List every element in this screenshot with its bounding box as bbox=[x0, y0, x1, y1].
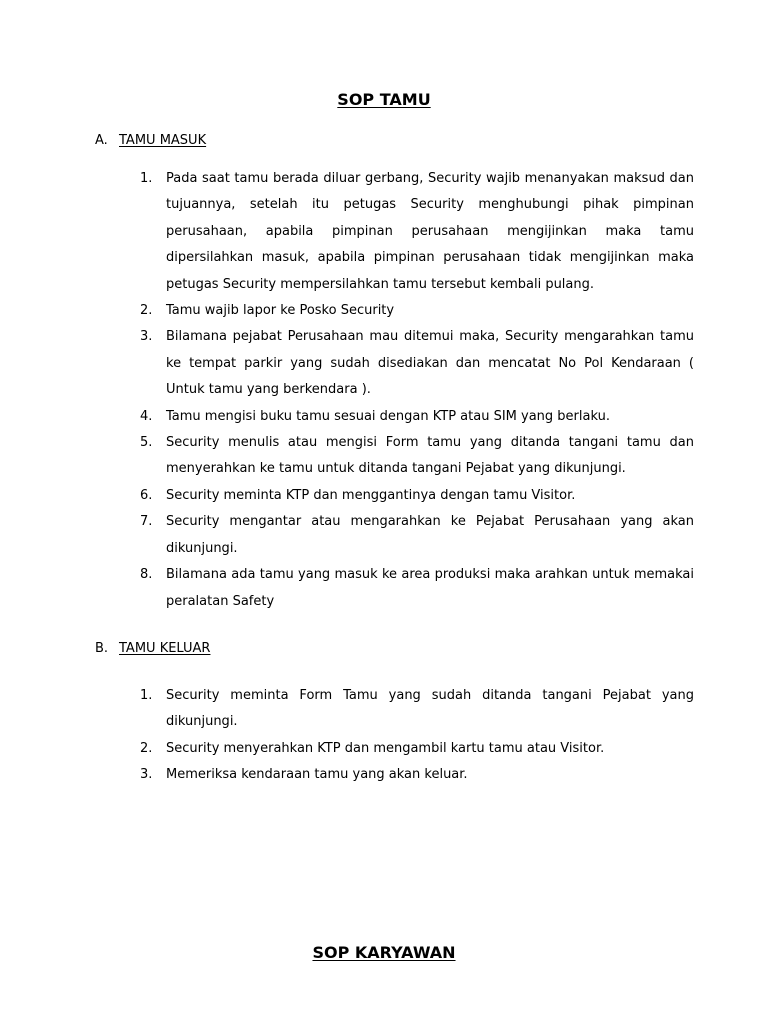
list-item bbox=[140, 404, 694, 430]
section-b-heading bbox=[95, 641, 210, 656]
list-item bbox=[140, 298, 694, 324]
item-number: 7. bbox=[140, 514, 153, 530]
item-text: Security meminta KTP dan menggantinya dengan tamu Visitor. bbox=[166, 487, 576, 503]
list-item bbox=[140, 562, 694, 615]
item-number: 5. bbox=[140, 435, 153, 451]
item-text: Security mengantar atau mengarahkan ke Pejabat Perusahaan yang akan dikunjungi. bbox=[166, 514, 694, 556]
item-number: 8. bbox=[140, 567, 153, 583]
item-number: 2. bbox=[140, 740, 153, 756]
section-a-list bbox=[140, 166, 694, 615]
list-item bbox=[140, 324, 694, 403]
item-number: 1. bbox=[140, 171, 153, 186]
list-item bbox=[140, 166, 694, 298]
section-a-letter: A. bbox=[95, 133, 108, 148]
section-b-letter: B. bbox=[95, 641, 109, 656]
next-page-title: SOP KARYAWAN bbox=[312, 943, 456, 962]
item-text: Pada saat tamu berada diluar gerbang, Security wajib menanyakan maksud dan tujuannya, setelah itu petugas Security menghubungi pihak pimpinan perusahaan, apabila pimpinan perusahaan mengijinkan maka tamu dipersilahkan masuk, apabila pimpinan perusahaan tidak mengijinkan maka petugas Security mempersilahkan tamu tersebut kembali pulang. bbox=[166, 171, 694, 292]
section-b-list bbox=[140, 683, 694, 789]
item-number: 1. bbox=[140, 688, 153, 703]
item-number: 3. bbox=[140, 329, 153, 345]
item-text: Bilamana ada tamu yang masuk ke area produksi maka arahkan untuk memakai peralatan Safety bbox=[166, 567, 694, 609]
item-number: 6. bbox=[140, 487, 153, 503]
section-a-heading bbox=[95, 133, 206, 148]
list-item bbox=[140, 683, 694, 736]
list-item bbox=[140, 483, 694, 509]
list-item bbox=[140, 736, 694, 762]
item-number: 4. bbox=[140, 408, 153, 424]
list-item bbox=[140, 509, 694, 562]
section-a-title: TAMU MASUK bbox=[119, 133, 207, 148]
item-text: Security meminta Form Tamu yang sudah ditanda tangani Pejabat yang dikunjungi. bbox=[166, 688, 694, 730]
list-item bbox=[140, 430, 694, 483]
item-number: 2. bbox=[140, 303, 153, 319]
list-item bbox=[140, 762, 694, 788]
section-b-title: TAMU KELUAR bbox=[119, 641, 211, 656]
item-text: Tamu mengisi buku tamu sesuai dengan KTP atau SIM yang berlaku. bbox=[166, 408, 610, 424]
page-title: SOP TAMU bbox=[337, 90, 431, 109]
item-text: Security menulis atau mengisi Form tamu yang ditanda tangani tamu dan menyerahkan ke tamu untuk ditanda tangani Pejabat yang dikunjungi. bbox=[166, 435, 694, 477]
item-text: Memeriksa kendaraan tamu yang akan keluar. bbox=[166, 767, 468, 783]
item-text: Bilamana pejabat Perusahaan mau ditemui maka, Security mengarahkan tamu ke tempat parkir yang sudah disediakan dan mencatat No Pol Kendaraan ( Untuk tamu yang berkendara ). bbox=[166, 329, 694, 398]
item-text: Security menyerahkan KTP dan mengambil kartu tamu atau Visitor. bbox=[166, 740, 605, 756]
item-number: 3. bbox=[140, 767, 153, 783]
item-text: Tamu wajib lapor ke Posko Security bbox=[166, 303, 395, 319]
